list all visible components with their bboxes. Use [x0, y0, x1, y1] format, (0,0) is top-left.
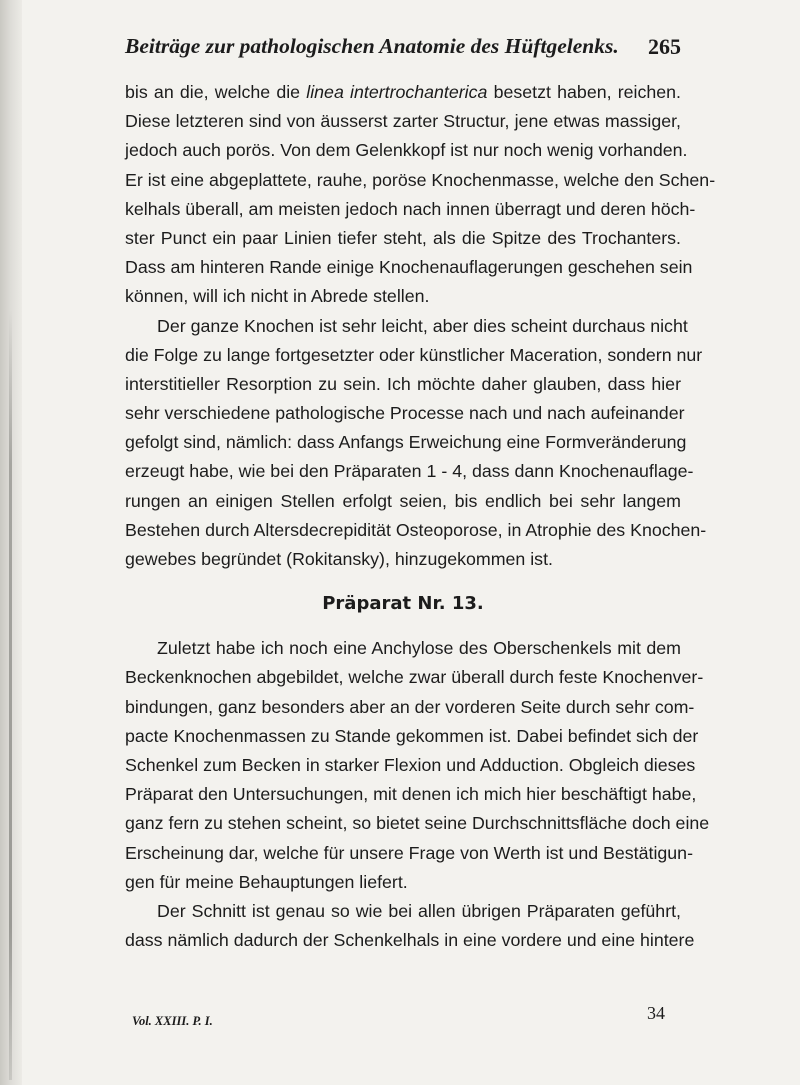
text-line: können, will ich nicht in Abrede stellen.: [125, 286, 430, 307]
page-gutter-shadow: [0, 0, 22, 1085]
text-line: Schenkel zum Becken in starker Flexion und Adduction. Obgleich dieses: [125, 754, 696, 775]
body-text: [125, 78, 716, 955]
text-line: Diese letzteren sind von äusserst zarter Structur, jene etwas massiger,: [125, 111, 681, 132]
running-title: Beiträge zur pathologischen Anatomie des Hüftgelenks.: [125, 34, 619, 58]
text-line: erzeugt habe, wie bei den Präparaten 1 - 4, dass dann Knochenauflage-: [125, 461, 694, 482]
text-line: Bestehen durch Altersdecrepidität Osteoporose, in Atrophie des Knochen-: [125, 519, 707, 540]
paragraph-4: [125, 897, 695, 955]
footer-signature: Vol. XXIII. P. I.: [132, 1014, 213, 1028]
paragraph-3: [125, 634, 710, 897]
text-line: die Folge zu lange fortgesetzter oder künstlicher Maceration, sondern nur: [125, 344, 703, 365]
text-span: bis an die, welche die: [125, 82, 307, 102]
page-number: 265: [648, 34, 681, 59]
text-line: Erscheinung dar, welche für unsere Frage von Werth ist und Bestätigun-: [125, 842, 693, 863]
text-line: pacte Knochenmassen zu Stande gekommen ist. Dabei befindet sich der: [125, 725, 699, 746]
text-line: Der ganze Knochen ist sehr leicht, aber dies scheint durchaus nicht: [157, 315, 688, 336]
italic-term: linea intertrochanterica: [306, 82, 488, 102]
text-line: [125, 78, 681, 107]
text-line: gefolgt sind, nämlich: dass Anfangs Erweichung eine Formveränderung: [125, 432, 687, 453]
page-header: [125, 30, 681, 64]
text-line: kelhals überall, am meisten jedoch nach innen überragt und deren höch-: [125, 198, 696, 219]
paragraph-2: [125, 312, 707, 575]
text-line: Präparat den Untersuchungen, mit denen ich mich hier beschäftigt habe,: [125, 784, 697, 805]
text-line: ganz fern zu stehen scheint, so bietet seine Durchschnittsfläche doch eine: [125, 813, 710, 834]
text-line: Dass am hinteren Rande einige Knochenauflagerungen geschehen sein: [125, 257, 693, 278]
section-heading: Präparat Nr. 13.: [322, 593, 484, 615]
text-line: rungen an einigen Stellen erfolgt seien, bis endlich bei sehr langem: [125, 490, 681, 511]
text-line: Der Schnitt ist genau so wie bei allen übrigen Präparaten geführt,: [157, 900, 681, 921]
text-span: besetzt haben, reichen.: [487, 82, 681, 102]
text-line: ster Punct ein paar Linien tiefer steht, als die Spitze des Trochanters.: [125, 227, 681, 248]
text-line: gewebes begründet (Rokitansky), hinzugekommen ist.: [125, 549, 553, 569]
text-line: sehr verschiedene pathologische Processe nach und nach aufeinander: [125, 403, 685, 424]
binding-edge: [9, 310, 12, 1080]
text-line: Beckenknochen abgebildet, welche zwar überall durch feste Knochenver-: [125, 667, 704, 688]
text-line: Zuletzt habe ich noch eine Anchylose des Oberschenkels mit dem: [157, 638, 681, 659]
text-line: jedoch auch porös. Von dem Gelenkkopf ist nur noch wenig vorhanden.: [125, 140, 688, 161]
paragraph-1: [125, 78, 716, 312]
footer-sheet-number: 34: [647, 1003, 665, 1023]
text-line: interstitieller Resorption zu sein. Ich möchte daher glauben, dass hier: [125, 373, 681, 394]
text-line: gen für meine Behauptungen liefert.: [125, 871, 408, 892]
text-line: bindungen, ganz besonders aber an der vorderen Seite durch sehr com-: [125, 696, 695, 717]
text-line: dass nämlich dadurch der Schenkelhals in eine vordere und eine hintere: [125, 930, 695, 951]
text-line: Er ist eine abgeplattete, rauhe, poröse Knochenmasse, welche den Schen-: [125, 169, 716, 190]
